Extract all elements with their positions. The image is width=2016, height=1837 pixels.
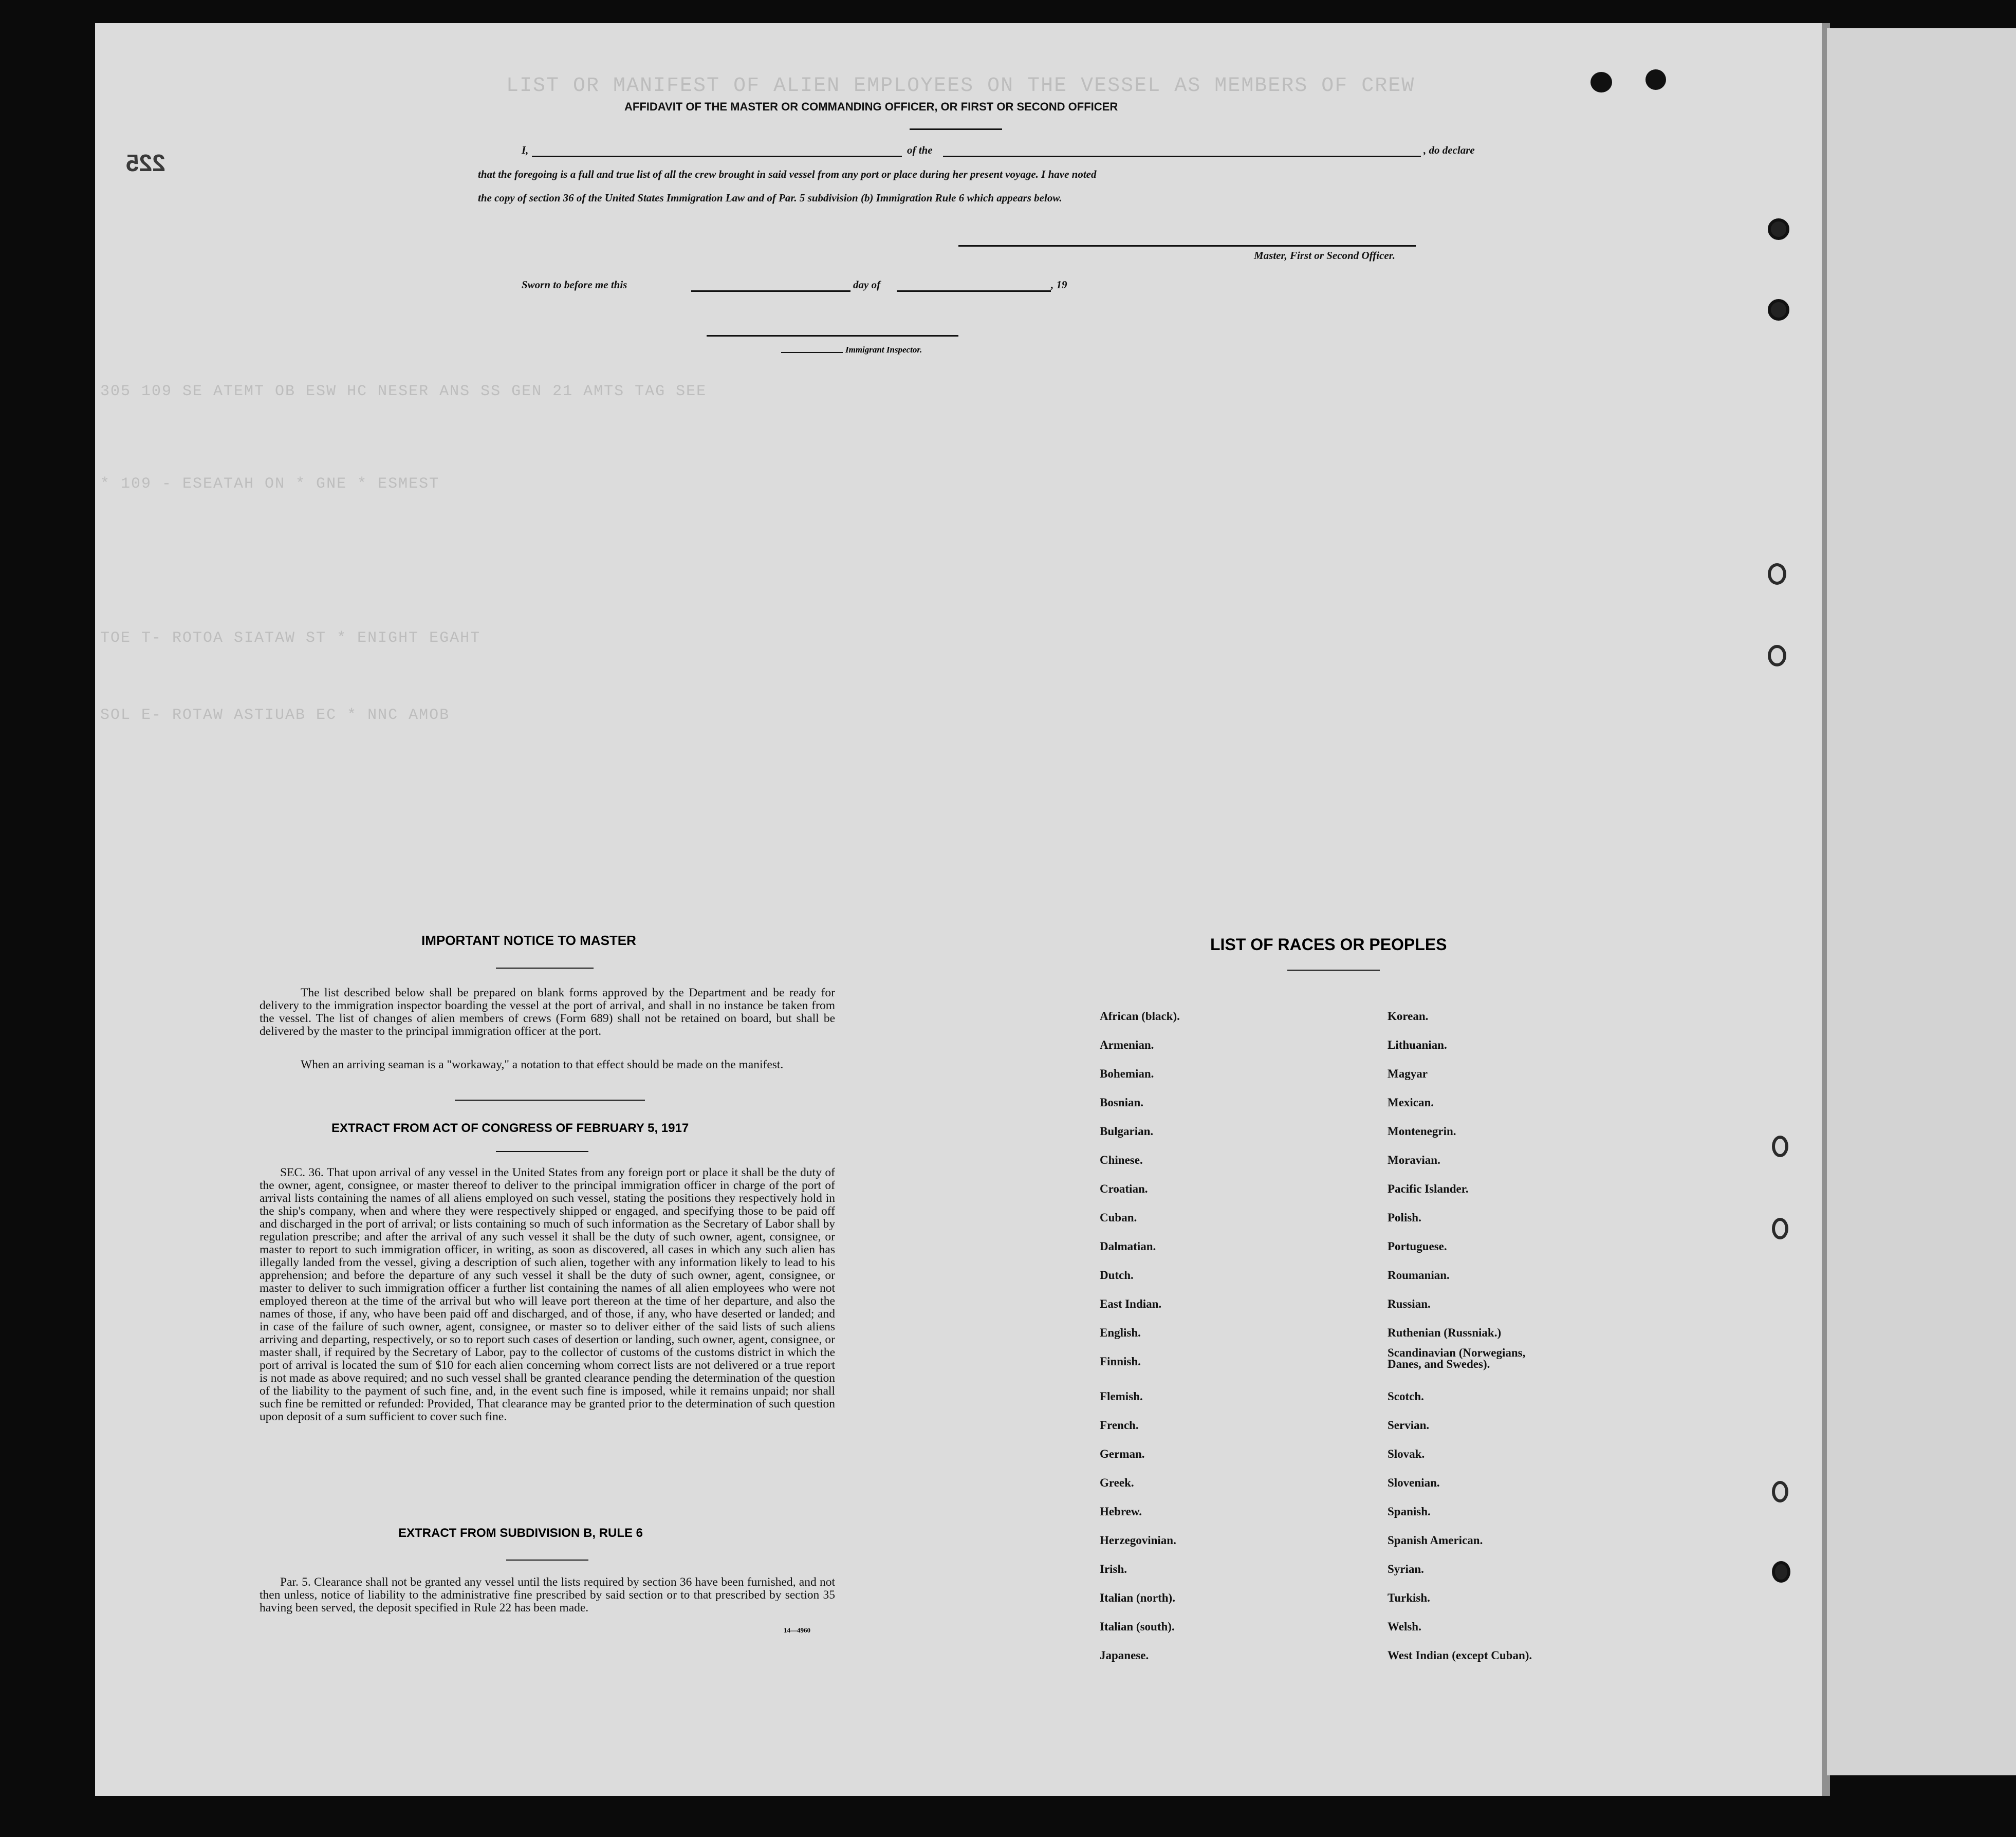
divider (1287, 970, 1380, 971)
master-signature-line (958, 245, 1416, 247)
race-entry: English. (1100, 1326, 1141, 1339)
race-entry: Bohemian. (1100, 1067, 1154, 1080)
race-entry: Polish. (1388, 1211, 1421, 1224)
race-entry: Moravian. (1388, 1154, 1440, 1166)
day-of-label: day of (853, 279, 881, 291)
race-entry: West Indian (except Cuban). (1388, 1649, 1532, 1662)
race-entry: Japanese. (1100, 1649, 1149, 1662)
page-number: 225 (126, 150, 165, 176)
race-entry: Chinese. (1100, 1154, 1143, 1166)
act-extract-title: EXTRACT FROM ACT OF CONGRESS OF FEBRUARY 5, 1917 (331, 1121, 689, 1135)
document-page (95, 23, 1827, 1796)
race-entry: Welsh. (1388, 1620, 1421, 1633)
adjacent-page (1827, 28, 2016, 1775)
inspector-signature-line (707, 335, 958, 337)
punch-hole (1772, 1136, 1788, 1157)
act-extract-text: SEC. 36. That upon arrival of any vessel in the United States from any foreign port or place it shall be the duty of the owner, agent, consignee, or master thereof to deliver to the principal immigration officer in charge of the port of arrival lists containing the names of all aliens employed on such vessel, stating the positions they respectively hold in the ship's company, when and where they were respectively shipped or engaged, and specifying those to be paid off and discharged in the port of arrival; or lists containing so much of such information as the Secretary of Labor shall by regulation prescribe; and after the arrival of any such vessel it shall be the duty of such owner, agent, consignee, or master to report to such immigration officer, in writing, as soon as discovered, all cases in which any such alien has illegally landed from the vessel, giving a description of such alien, together with any information likely to lead to his apprehension; and before the departure of any such vessel it shall be the duty of such owner, agent, consignee, or master to deliver to such immigration officer a further list containing the names of all alien employees who were not employed thereon at the time of the arrival but who will leave port thereon at the time of her departure, and also the names of those, if any, who have been paid off and discharged, and of those, if any, who have deserted or landed; and in case of the failure of such owner, agent, consignee, or master so to deliver either of the said lists of such aliens arriving and departing, respectively, or so to report such cases of desertion or landing, such owner, agent, consignee, or master shall, if required by the Secretary of Labor, pay to the collector of customs of the customs district in which the port of arrival is located the sum of $10 for each alien concerning whom correct lists are not delivered or a true report is not made as above required; and no such vessel shall be granted clearance pending the determination of the question of the liability to the payment of such fine, and, in the event such fine is imposed, while it remains unpaid; nor shall such fine be remitted or refunded: Provided, That clearance may be granted prior to the determination of such question upon deposit of a sum sufficient to cover such fine. (260, 1166, 835, 1423)
bleed-through-text: LIST OR MANIFEST OF ALIEN EMPLOYEES ON THE VESSEL AS MEMBERS OF CREW (506, 75, 1415, 98)
race-entry: German. (1100, 1448, 1145, 1460)
year-label: , 19 (1051, 279, 1067, 291)
rule-extract-title: EXTRACT FROM SUBDIVISION B, RULE 6 (398, 1526, 643, 1540)
divider (496, 968, 594, 969)
race-entry: Spanish American. (1388, 1534, 1483, 1547)
name-field-line (532, 156, 902, 157)
divider (506, 1560, 588, 1561)
race-entry: Slovak. (1388, 1448, 1425, 1460)
inspector-label: Immigrant Inspector. (845, 345, 922, 355)
race-entry: Scotch. (1388, 1390, 1424, 1403)
race-entry: East Indian. (1100, 1297, 1162, 1310)
bleed-through-text: TOE T- ROTOA SIATAW ST * ENIGHT EGAHT (100, 629, 481, 647)
race-entry: Hebrew. (1100, 1505, 1142, 1518)
race-entry: Ruthenian (Russniak.) (1388, 1326, 1502, 1339)
notice-paragraph-2: When an arriving seaman is a "workaway," a notation to that effect should be made on the manifest. (301, 1058, 784, 1071)
divider (910, 128, 1002, 130)
affidavit-line-3: the copy of section 36 of the United States Immigration Law and of Par. 5 subdivision (b) Immigration Rule 6 which appears below. (478, 192, 1062, 204)
race-entry: Dalmatian. (1100, 1240, 1156, 1253)
affidavit-i-label: I, (522, 144, 529, 156)
race-entry: Roumanian. (1388, 1269, 1450, 1282)
race-entry: African (black). (1100, 1010, 1180, 1023)
race-entry: Bulgarian. (1100, 1125, 1154, 1138)
race-entry: Portuguese. (1388, 1240, 1447, 1253)
race-entry: Cuban. (1100, 1211, 1137, 1224)
race-entry: Flemish. (1100, 1390, 1143, 1403)
punch-hole (1768, 218, 1789, 240)
race-entry: Servian. (1388, 1419, 1430, 1432)
punch-hole (1768, 563, 1786, 585)
race-entry: Italian (south). (1100, 1620, 1175, 1633)
race-entry: Pacific Islander. (1388, 1182, 1469, 1195)
affidavit-title: AFFIDAVIT OF THE MASTER OR COMMANDING OFFICER, OR FIRST OR SECOND OFFICER (624, 100, 1118, 113)
ink-blot (1645, 69, 1666, 90)
ink-blot (1590, 72, 1612, 92)
sworn-month-line (897, 290, 1051, 292)
race-entry: Dutch. (1100, 1269, 1134, 1282)
sworn-label: Sworn to before me this (522, 279, 627, 291)
race-entry: Lithuanian. (1388, 1038, 1447, 1051)
form-number: 14—4960 (784, 1626, 810, 1634)
race-entry: Korean. (1388, 1010, 1429, 1023)
race-entry: Montenegrin. (1388, 1125, 1456, 1138)
notice-title: IMPORTANT NOTICE TO MASTER (421, 933, 636, 948)
sworn-day-line (691, 290, 850, 292)
race-entry: Italian (north). (1100, 1591, 1175, 1604)
divider (496, 1151, 588, 1152)
divider (455, 1100, 645, 1101)
race-entry: Mexican. (1388, 1096, 1434, 1109)
race-entry: French. (1100, 1419, 1139, 1432)
punch-hole (1772, 1218, 1788, 1239)
race-entry: Finnish. (1100, 1355, 1141, 1368)
bleed-through-text: SOL E- ROTAW ASTIUAB EC * NNC AMOB (100, 707, 450, 724)
race-entry: Russian. (1388, 1297, 1431, 1310)
affidavit-of-the-label: of the (907, 144, 933, 156)
race-entry: Armenian. (1100, 1038, 1154, 1051)
affidavit-declare-label: , do declare (1423, 144, 1475, 156)
race-entry: Irish. (1100, 1563, 1127, 1575)
race-entry: Slovenian. (1388, 1476, 1440, 1489)
punch-hole (1772, 1481, 1788, 1502)
race-entry: Turkish. (1388, 1591, 1430, 1604)
race-entry: Scandinavian (Norwegians, Danes, and Swedes). (1388, 1346, 1526, 1370)
notice-paragraph-1: The list described below shall be prepared on blank forms approved by the Department and be ready for delivery to the immigration inspector boarding the vessel at the port of arrival, and shall in no instance be taken from the vessel. The list of changes of alien members of crews (Form 689) shall not be retained on board, but shall be delivered by the master to the principal immigration officer at the port. (260, 986, 835, 1038)
race-entry: Herzegovinian. (1100, 1534, 1176, 1547)
race-entry: Magyar (1388, 1067, 1428, 1080)
vessel-field-line (943, 156, 1421, 157)
race-entry: Bosnian. (1100, 1096, 1144, 1109)
master-signature-label: Master, First or Second Officer. (1254, 249, 1395, 262)
punch-hole (1772, 1561, 1790, 1583)
punch-hole (1768, 645, 1786, 666)
race-entry: Croatian. (1100, 1182, 1148, 1195)
race-entry: Greek. (1100, 1476, 1134, 1489)
race-entry: Spanish. (1388, 1505, 1431, 1518)
rule-extract-text: Par. 5. Clearance shall not be granted any vessel until the lists required by section 36 have been furnished, and not then unless, notice of liability to the administrative fine prescribed by said section or to that prescribed by section 35 having been served, the deposit specified in Rule 22 has been made. (260, 1575, 835, 1615)
inspector-short-line (781, 352, 843, 353)
races-title: LIST OF RACES OR PEOPLES (1210, 935, 1447, 954)
bleed-through-text: 305 109 SE ATEMT OB ESW HC NESER ANS SS GEN 21 AMTS TAG SEE (100, 383, 707, 400)
bleed-through-text: * 109 - ESEATAH ON * GNE * ESMEST (100, 475, 440, 493)
affidavit-line-2: that the foregoing is a full and true list of all the crew brought in said vessel from any port or place during her present voyage. I have noted (478, 168, 1097, 180)
punch-hole (1768, 299, 1789, 321)
race-entry: Syrian. (1388, 1563, 1424, 1575)
